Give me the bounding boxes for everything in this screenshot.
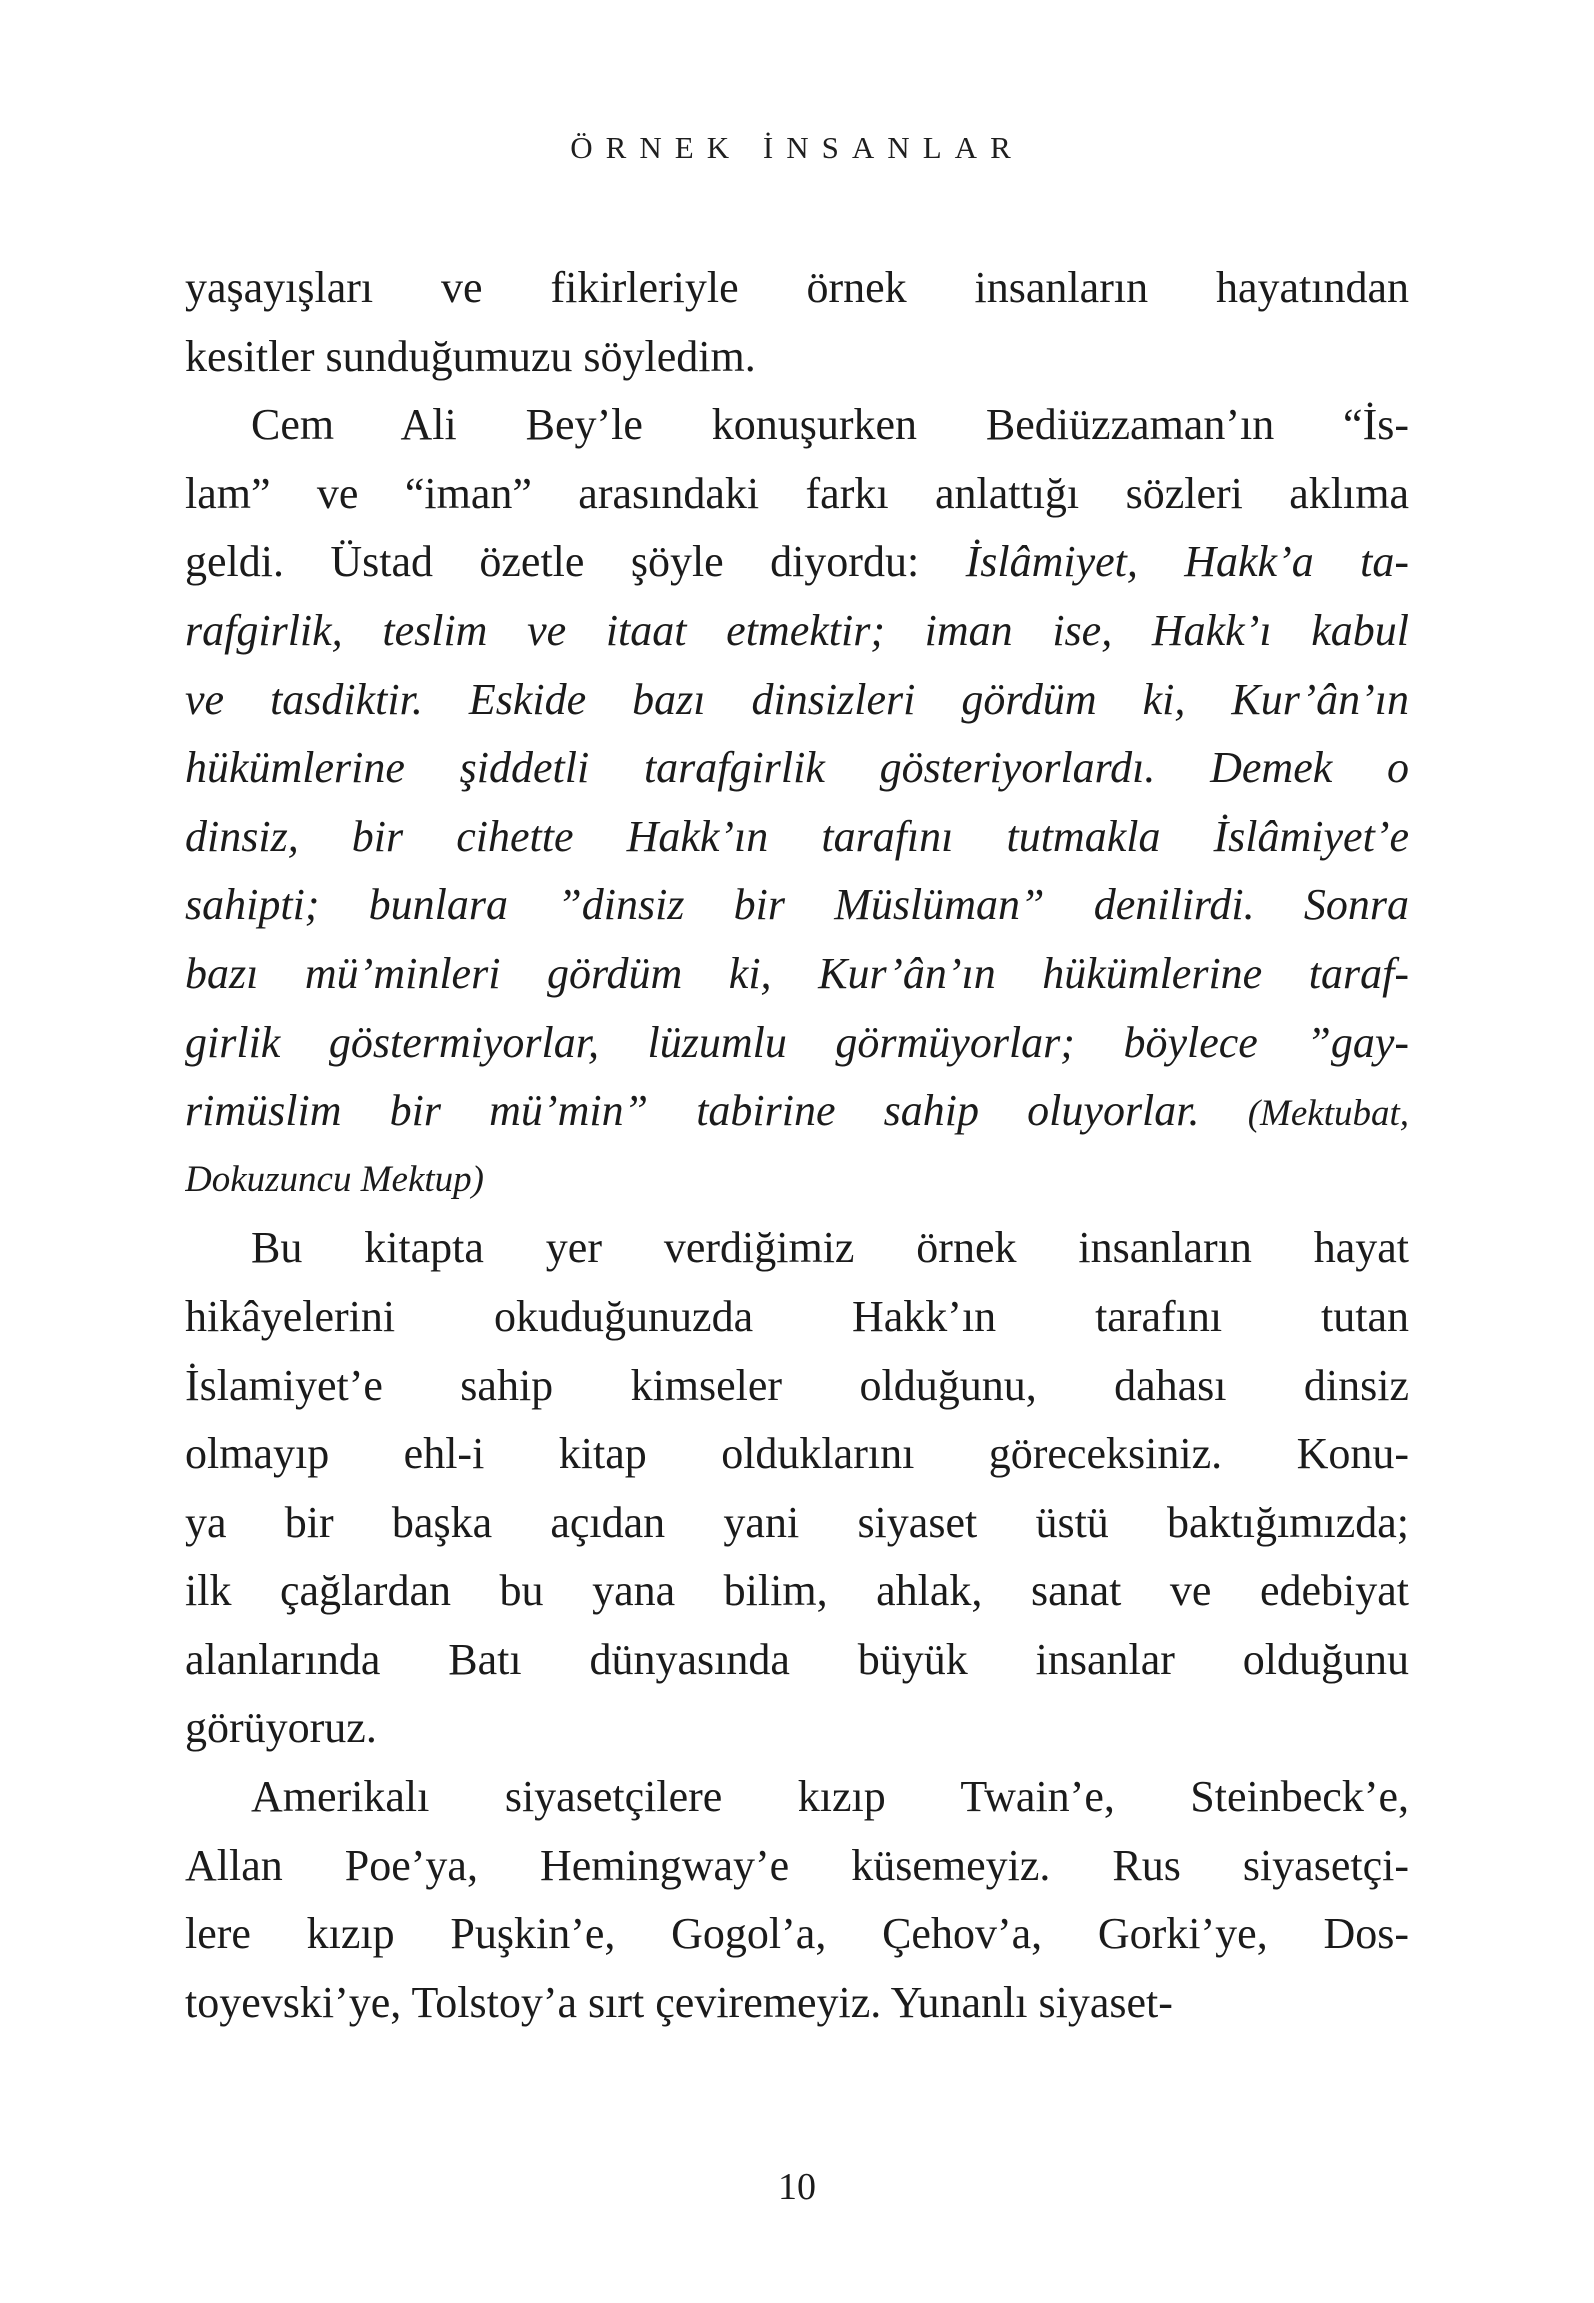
text-line: ve tasdiktir. Eskide bazı dinsizleri gördüm ki, Kur’ân’ın <box>185 674 1409 724</box>
running-header: ÖRNEK İNSANLAR <box>570 130 1024 165</box>
page-number: 10 <box>778 2166 816 2209</box>
text-line: Cem Ali Bey’le konuşurken Bediüzzaman’ın “İs- <box>251 400 1409 450</box>
paragraph <box>185 391 1409 1214</box>
text-line: toyevski’ye, Tolstoy’a sırt çeviremeyiz. Yunanlı siyaset- <box>185 1977 1173 2027</box>
text-run-italic: rimüslim bir mü’min” tabirine sahip oluyorlar. <box>185 1086 1248 1136</box>
text-line: ilk çağlardan bu yana bilim, ahlak, sanat ve edebiyat <box>185 1566 1409 1616</box>
text-line: bazı mü’minleri gördüm ki, Kur’ân’ın hükümlerine taraf- <box>185 948 1409 998</box>
text-line <box>185 1077 1409 1146</box>
text-line: rafgirlik, teslim ve itaat etmektir; iman ise, Hakk’ı kabul <box>185 605 1409 655</box>
text-run: geldi. Üstad özetle şöyle diyordu: <box>185 537 966 587</box>
citation-source: Dokuzuncu Mektup) <box>185 1158 484 1200</box>
citation-source: (Mektubat, <box>1247 1093 1409 1135</box>
text-line: İslamiyet’e sahip kimseler olduğunu, dahası dinsiz <box>185 1360 1409 1410</box>
text-line: lere kızıp Puşkin’e, Gogol’a, Çehov’a, Gorki’ye, Dos- <box>185 1909 1409 1959</box>
text-line: kesitler sunduğumuzu söyledim. <box>185 331 756 381</box>
paragraph <box>185 1214 1409 1763</box>
page-body <box>185 254 1409 2037</box>
text-line: Amerikalı siyasetçilere kızıp Twain’e, Steinbeck’e, <box>251 1772 1409 1822</box>
text-line: girlik göstermiyorlar, lüzumlu görmüyorlar; böylece ”gay- <box>185 1017 1409 1067</box>
text-line: ya bir başka açıdan yani siyaset üstü baktığımızda; <box>185 1497 1409 1547</box>
text-line <box>185 528 1409 597</box>
text-line: hükümlerine şiddetli tarafgirlik gösteriyorlardı. Demek o <box>185 743 1409 793</box>
text-line: hikâyelerini okuduğunuzda Hakk’ın tarafını tutan <box>185 1291 1409 1341</box>
text-line: olmayıp ehl-i kitap olduklarını göreceksiniz. Konu- <box>185 1429 1409 1479</box>
text-line: yaşayışları ve fikirleriyle örnek insanların hayatından <box>185 263 1409 312</box>
text-line: Allan Poe’ya, Hemingway’e küsemeyiz. Rus siyasetçi- <box>185 1840 1409 1890</box>
text-line: Bu kitapta yer verdiğimiz örnek insanların hayat <box>251 1223 1409 1273</box>
text-line: görüyoruz. <box>185 1703 377 1753</box>
text-line: alanlarında Batı dünyasında büyük insanlar olduğunu <box>185 1634 1409 1684</box>
text-line: dinsiz, bir cihette Hakk’ın tarafını tutmakla İslâmiyet’e <box>185 811 1409 861</box>
text-line: lam” ve “iman” arasındaki farkı anlattığı sözleri aklıma <box>185 468 1409 518</box>
text-line: sahipti; bunlara ”dinsiz bir Müslüman” denilirdi. Sonra <box>185 880 1409 930</box>
paragraph <box>185 254 1409 391</box>
text-run-italic: İslâmiyet, Hakk’a ta- <box>965 537 1409 587</box>
paragraph <box>185 1763 1409 2037</box>
